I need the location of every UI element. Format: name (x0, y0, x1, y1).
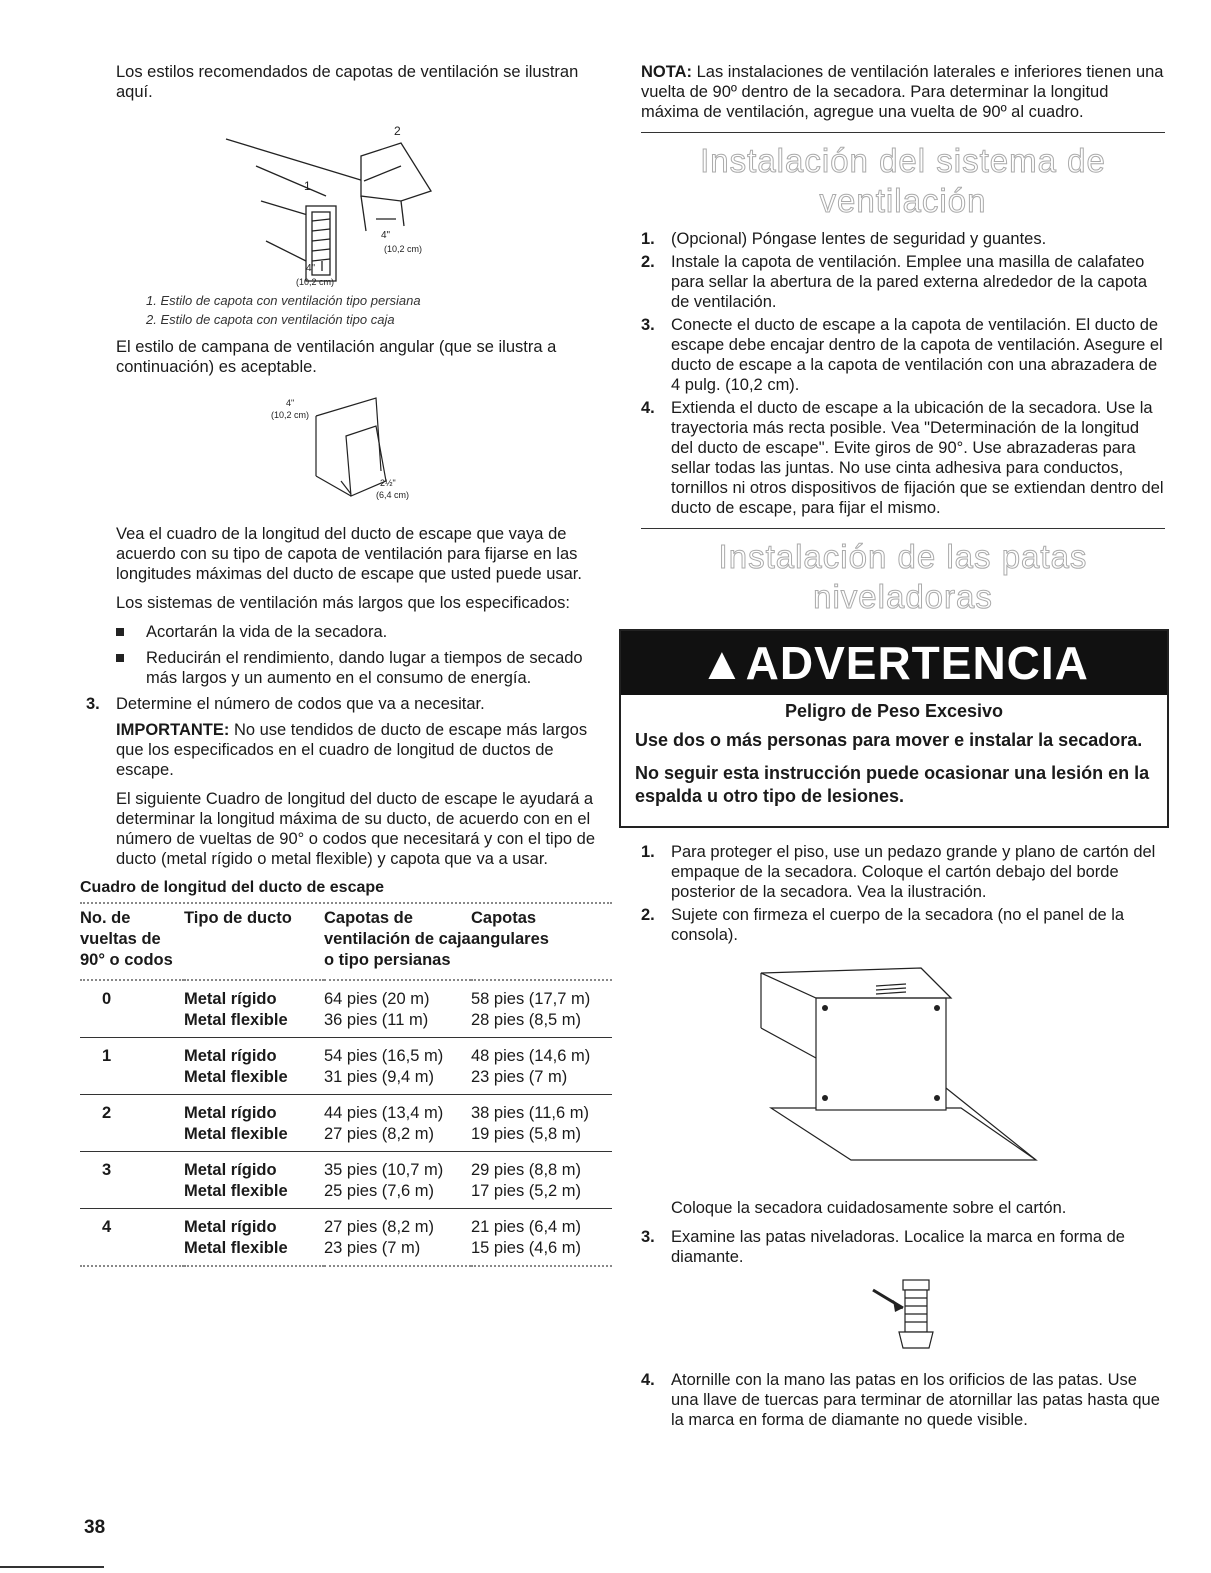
box-length-cell: 35 pies (10,7 m) (324, 1161, 444, 1179)
step-number: 4. (641, 399, 655, 417)
fig2-dim-b-cm: (6,4 cm) (376, 490, 410, 500)
vent-step (641, 398, 1165, 518)
angled-length-cell: 17 pies (5,2 m) (471, 1182, 582, 1200)
turns-cell: 0 (102, 990, 112, 1008)
angled-length-cell: 21 pies (6,4 m) (471, 1218, 582, 1236)
turns-cell: 3 (80, 1152, 184, 1209)
caption-1: 1. Estilo de capota con ventilación tipo persiana (146, 293, 421, 308)
table-row (80, 1209, 612, 1267)
table-header-row (80, 904, 612, 980)
leg-step (641, 905, 1165, 945)
section-divider (641, 528, 1165, 529)
important-label: IMPORTANTE: (116, 721, 230, 739)
duct-type-cell: Metal rígido (184, 1047, 277, 1065)
duct-type-cell: Metal rígido (184, 990, 277, 1008)
table-row (80, 1038, 612, 1095)
box-length-cell: 64 pies (20 m) (324, 990, 430, 1008)
warning-header (621, 631, 1167, 695)
vent-step (641, 315, 1165, 395)
angled-length-cell: 15 pies (4,6 m) (471, 1239, 582, 1257)
angular-hood-text: El estilo de campana de ventilación angular (que se ilustra a continuación) es aceptable. (116, 338, 557, 376)
step-number: 2. (641, 253, 655, 271)
duct-type-cell: Metal flexible (184, 1239, 288, 1257)
turns-cell: 4 (80, 1209, 184, 1267)
dryer-on-cardboard-illustration (641, 948, 1161, 1198)
section-title-leveling-legs: Instalación de las patas niveladoras (718, 538, 1088, 615)
vent-step (641, 252, 1165, 312)
table-row (80, 1152, 612, 1209)
fig1-label-1: 1 (304, 179, 311, 193)
step-text: Sujete con firmeza el cuerpo de la secadora (no el panel de la consola). (671, 906, 1125, 944)
warning-line: Use dos o más personas para mover e instalar la secadora. (635, 730, 1143, 750)
fig1-dim-a: 4" (381, 230, 391, 241)
step-number: 4. (641, 1371, 655, 1389)
header-angled: Capotas angulares (471, 909, 549, 948)
exhaust-length-table (80, 904, 612, 1267)
box-length-cell: 27 pies (8,2 m) (324, 1125, 435, 1143)
important-text: No use tendidos de ducto de escape más largos que los especificados en el cuadro de longitud de ductos de escape. (116, 721, 588, 779)
warning-body (621, 695, 1167, 826)
duct-type-cell: Metal flexible (184, 1125, 288, 1143)
bullet-item: Reducirán el rendimiento, dando lugar a tiempos de secado más largos y un aumento en el consumo de energía. (116, 648, 604, 688)
left-column (80, 62, 604, 1267)
table-row (80, 981, 612, 1038)
dryer-caption: Coloque la secadora cuidadosamente sobre el cartón. (671, 1199, 1067, 1217)
leg-step (641, 1227, 1165, 1267)
fig1-label-2: 2 (394, 124, 401, 138)
angular-hood-illustration (136, 386, 556, 510)
header-turns: No. de vueltas de 90° o codos (80, 909, 173, 969)
vent-hood-styles-illustration (136, 111, 556, 291)
angled-length-cell: 19 pies (5,8 m) (471, 1125, 582, 1143)
angled-length-cell: 29 pies (8,8 m) (471, 1161, 582, 1179)
page-number: 38 (84, 1517, 106, 1538)
right-column (635, 62, 1165, 1433)
footer-rule (0, 1566, 104, 1568)
bullet-item: Acortarán la vida de la secadora. (116, 622, 604, 642)
header-duct-type: Tipo de ducto (184, 909, 292, 927)
intro-text: Los estilos recomendados de capotas de ventilación se ilustran aquí. (116, 63, 579, 101)
step-number: 1. (641, 230, 655, 248)
angled-length-cell: 23 pies (7 m) (471, 1068, 568, 1086)
warning-subtitle: Peligro de Peso Excesivo (784, 701, 1004, 721)
leg-step (641, 1370, 1165, 1430)
step-number: 1. (641, 843, 655, 861)
turns-cell: 2 (80, 1095, 184, 1152)
box-length-cell: 23 pies (7 m) (324, 1239, 421, 1257)
box-length-cell: 27 pies (8,2 m) (324, 1218, 435, 1236)
angled-length-cell: 58 pies (17,7 m) (471, 990, 591, 1008)
step-number: 3. (641, 316, 655, 334)
warning-box (619, 629, 1169, 828)
step-number: 2. (641, 906, 655, 924)
note-paragraph (641, 62, 1165, 122)
duct-type-cell: Metal flexible (184, 1182, 288, 1200)
step-3 (86, 694, 604, 714)
duct-type-cell: Metal flexible (184, 1011, 288, 1029)
note-label: NOTA: (641, 63, 693, 81)
duct-type-cell: Metal rígido (184, 1104, 277, 1122)
leveling-leg-illustration (641, 1270, 1161, 1370)
fig1-dim-b: 4" (306, 263, 316, 274)
step-text: Para proteger el piso, use un pedazo grande y plano de cartón del empaque de la secadora. Coloque el cartón debajo del borde posterior de la secadora. Vea la ilustración. (671, 843, 1156, 901)
step-number: 3. (641, 1228, 655, 1246)
caption-2: 2. Estilo de capota con ventilación tipo caja (146, 312, 395, 327)
step-text: Determine el número de codos que va a necesitar. (116, 695, 485, 713)
turns-cell: 1 (80, 1038, 184, 1095)
vent-step (641, 229, 1165, 249)
box-length-cell: 31 pies (9,4 m) (324, 1068, 435, 1086)
longer-systems-text: Los sistemas de ventilación más largos que los especificados: (116, 594, 570, 612)
fig1-dim-b-cm: (10,2 cm) (296, 277, 335, 287)
duct-type-cell: Metal rígido (184, 1218, 277, 1236)
angled-length-cell: 48 pies (14,6 m) (471, 1047, 591, 1065)
fig2-dim-a: 4" (286, 398, 295, 408)
warning-line: No seguir esta instrucción puede ocasionar una lesión en la espalda u otro tipo de lesiones. (635, 763, 1150, 806)
step-text: Atornille con la mano las patas en los orificios de las patas. Use una llave de tuercas para terminar de atornillar las patas hasta que la marca en forma de diamante no quede visible. (671, 1371, 1160, 1429)
table-row (80, 1095, 612, 1152)
section-title-vent-install: Instalación del sistema de ventilación (700, 142, 1106, 219)
table-title: Cuadro de longitud del ducto de escape (80, 879, 385, 896)
box-length-cell: 44 pies (13,4 m) (324, 1104, 444, 1122)
important-note (116, 720, 604, 780)
note-text: Las instalaciones de ventilación laterales e inferiores tienen una vuelta de 90º dentro de la secadora. Para determinar la longitud máxima de ventilación, agregue una vuelta de 90º al cuadro. (641, 63, 1164, 121)
angled-length-cell: 28 pies (8,5 m) (471, 1011, 582, 1029)
section-divider (641, 132, 1165, 133)
chart-intro-text: El siguiente Cuadro de longitud del ducto de escape le ayudará a determinar la longitud máxima de su ducto, de acuerdo con en el número de vueltas de 90° o codos que necesitará y con el tipo de ducto (metal rígido o metal flexible) y capota que va a usar. (116, 790, 595, 868)
header-box-louvered: Capotas de ventilación de caja o tipo persianas (324, 909, 471, 969)
step-text: Extienda el ducto de escape a la ubicación de la secadora. Use la trayectoria más recta posible. Vea "Determinación de la longitud del ducto de escape". Evite giros de 90°. Use abrazaderas para sellar todas las juntas. No use cinta adhesiva para conductos, tornillos ni otros dispositivos de fijación que se extiendan dentro del ducto de escape, para fijar el mismo. (671, 399, 1164, 517)
step-text: Instale la capota de ventilación. Emplee una masilla de calafateo para sellar la abertura de la pared externa alrededor de la capota de ventilación. (671, 253, 1148, 311)
leg-step (641, 842, 1165, 902)
see-chart-text: Vea el cuadro de la longitud del ducto de escape que vaya de acuerdo con su tipo de capota de ventilación para fijarse en las longitudes máximas del ducto de escape que usted puede usar. (116, 525, 582, 583)
fig1-dim-a-cm: (10,2 cm) (384, 244, 423, 254)
step-text: Examine las patas niveladoras. Localice la marca en forma de diamante. (671, 1228, 1125, 1266)
fig2-dim-a-cm: (10,2 cm) (271, 410, 310, 420)
step-number: 3. (86, 695, 100, 713)
step-text: Conecte el ducto de escape a la capota de ventilación. El ducto de escape debe encajar dentro de la capota de ventilación. Asegure el ducto de escape a la capota de ventilación con una abrazadera de 4 pulg. (10,2 cm). (671, 316, 1163, 394)
angled-length-cell: 38 pies (11,6 m) (471, 1104, 589, 1122)
warning-header-text: ADVERTENCIA (745, 637, 1089, 689)
warning-triangle-icon: ▲ (699, 637, 746, 689)
box-length-cell: 36 pies (11 m) (324, 1011, 429, 1029)
duct-type-cell: Metal flexible (184, 1068, 288, 1086)
duct-type-cell: Metal rígido (184, 1161, 277, 1179)
box-length-cell: 54 pies (16,5 m) (324, 1047, 444, 1065)
box-length-cell: 25 pies (7,6 m) (324, 1182, 435, 1200)
fig2-dim-b: 2½" (380, 478, 396, 488)
step-text: (Opcional) Póngase lentes de seguridad y guantes. (671, 230, 1047, 248)
